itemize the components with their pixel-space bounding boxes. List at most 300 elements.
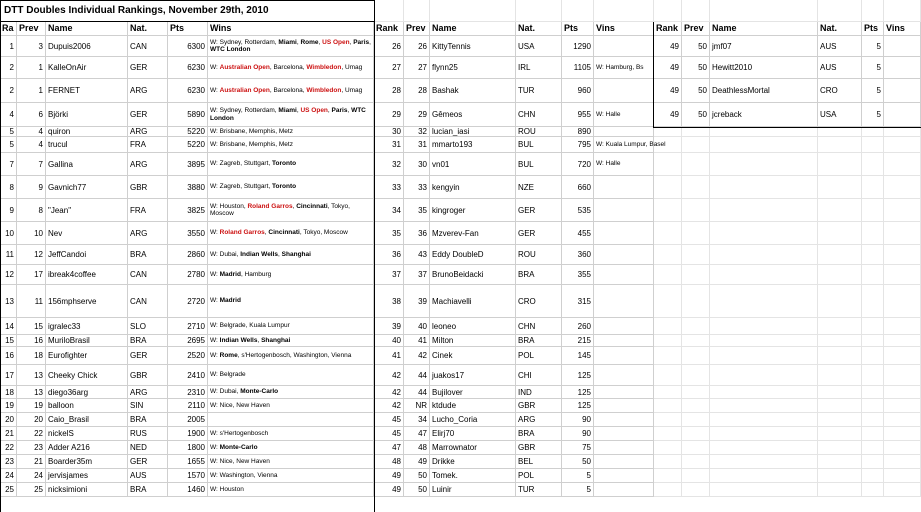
empty-cell xyxy=(818,222,862,245)
wins-segment: Toronto xyxy=(272,160,297,168)
header-pts: Pts xyxy=(168,22,208,36)
player-name: Dupuis2006 xyxy=(46,36,128,57)
title-border-top xyxy=(0,0,375,1)
pts-cell: 6300 xyxy=(168,36,208,57)
prev-cell: 7 xyxy=(17,153,46,176)
rank-cell: 2 xyxy=(0,57,17,79)
empty-cell xyxy=(654,455,682,469)
pts-cell: 960 xyxy=(562,79,594,103)
rank-cell: 2 xyxy=(0,79,17,103)
empty-cell xyxy=(654,153,682,176)
empty-cell xyxy=(710,335,818,347)
wins-cell xyxy=(208,365,374,386)
prev-cell: 8 xyxy=(17,199,46,222)
rank-cell: 15 xyxy=(0,335,17,347)
player-name: vn01 xyxy=(430,153,516,176)
empty-cell xyxy=(654,365,682,386)
wins-segment: W: Zagreb, Stuttgart, xyxy=(210,183,273,191)
empty-cell xyxy=(682,153,710,176)
wins-segment: W: xyxy=(210,336,220,344)
player-name: Tomek. xyxy=(430,469,516,483)
nat-cell: FRA xyxy=(128,137,168,153)
rank-cell: 21 xyxy=(0,427,17,441)
wins-cell xyxy=(594,222,654,245)
empty-cell xyxy=(710,176,818,199)
wins-segment: W: xyxy=(210,297,220,305)
empty-cell xyxy=(654,127,682,137)
empty-cell xyxy=(862,318,884,335)
pts-cell: 260 xyxy=(562,318,594,335)
empty-cell xyxy=(818,413,862,427)
empty-cell xyxy=(682,483,710,497)
pts-cell: 3550 xyxy=(168,222,208,245)
header-prev: Prev xyxy=(682,22,710,36)
pts-cell: 6230 xyxy=(168,79,208,103)
rank-cell: 40 xyxy=(374,335,404,347)
wins-cell xyxy=(208,127,374,137)
empty-cell xyxy=(654,245,682,265)
empty-cell xyxy=(710,455,818,469)
pts-cell: 90 xyxy=(562,427,594,441)
wins-text xyxy=(210,271,271,279)
wins-segment: , xyxy=(347,107,352,114)
wins-cell xyxy=(208,137,374,153)
empty-cell xyxy=(654,0,682,22)
prev-cell: 28 xyxy=(404,79,430,103)
rank-cell: 17 xyxy=(0,365,17,386)
nat-cell: GBR xyxy=(128,176,168,199)
prev-cell: 12 xyxy=(17,245,46,265)
pts-cell: 90 xyxy=(562,413,594,427)
nat-cell: GBR xyxy=(128,365,168,386)
prev-cell: 34 xyxy=(404,413,430,427)
rank-cell: 34 xyxy=(374,199,404,222)
player-name: nickelS xyxy=(46,427,128,441)
header-wins: Vins xyxy=(884,22,921,36)
prev-cell: 43 xyxy=(404,245,430,265)
rank-cell: 24 xyxy=(0,469,17,483)
nat-cell: USA xyxy=(516,36,562,57)
player-name: FERNET xyxy=(46,79,128,103)
wins-segment: W: Nice, New Haven xyxy=(210,457,270,465)
empty-cell xyxy=(862,427,884,441)
header-nat: Nat. xyxy=(128,22,168,36)
pts-cell: 5890 xyxy=(168,103,208,127)
nat-cell: ARG xyxy=(128,79,168,103)
wins-segment: W: Nice, New Haven xyxy=(210,401,270,409)
vins-cell xyxy=(884,103,921,127)
wins-cell xyxy=(594,469,654,483)
wins-text xyxy=(210,337,290,345)
empty-cell xyxy=(884,176,921,199)
wins-segment: W: Sydney, Rotterdam, xyxy=(210,107,279,114)
wins-cell xyxy=(208,441,374,455)
empty-cell xyxy=(710,245,818,265)
empty-cell xyxy=(654,335,682,347)
wins-cell xyxy=(594,386,654,399)
prev-cell: 44 xyxy=(404,386,430,399)
nat-cell: BRA xyxy=(516,427,562,441)
nat-cell: BUL xyxy=(516,153,562,176)
player-name: Bashak xyxy=(430,79,516,103)
empty-cell xyxy=(654,413,682,427)
player-name: BrunoBeidacki xyxy=(430,265,516,285)
rank-cell: 39 xyxy=(374,318,404,335)
nat-cell: CAN xyxy=(128,265,168,285)
player-name: Eddy DoubleD xyxy=(430,245,516,265)
player-name: Bujilover xyxy=(430,386,516,399)
block3-border-bottom xyxy=(653,127,921,128)
prev-cell: NR xyxy=(404,399,430,413)
wins-text xyxy=(210,203,371,218)
wins-segment: , Barcelona, xyxy=(269,63,307,71)
pts-cell: 215 xyxy=(562,335,594,347)
empty-cell xyxy=(404,0,430,22)
wins-text xyxy=(210,472,277,480)
empty-cell xyxy=(862,347,884,365)
rank-cell: 45 xyxy=(374,413,404,427)
nat-cell: ARG xyxy=(128,127,168,137)
prev-cell: 21 xyxy=(17,455,46,469)
empty-cell xyxy=(862,153,884,176)
pts-cell: 6230 xyxy=(168,57,208,79)
wins-segment: W: xyxy=(210,270,220,278)
empty-cell xyxy=(682,137,710,153)
wins-segment: Indian Wells xyxy=(240,250,279,258)
prev-cell: 6 xyxy=(17,103,46,127)
pts-cell: 2860 xyxy=(168,245,208,265)
empty-cell xyxy=(818,153,862,176)
wins-cell xyxy=(594,365,654,386)
empty-cell xyxy=(710,0,818,22)
wins-text xyxy=(210,183,296,191)
rank-cell: 18 xyxy=(0,386,17,399)
wins-cell xyxy=(208,176,374,199)
nat-cell: BEL xyxy=(516,455,562,469)
wins-cell xyxy=(208,318,374,335)
empty-cell xyxy=(710,469,818,483)
nat-cell: BRA xyxy=(128,335,168,347)
prev-cell: 50 xyxy=(404,483,430,497)
empty-cell xyxy=(654,199,682,222)
prev-cell: 16 xyxy=(17,335,46,347)
nat-cell: AUS xyxy=(128,469,168,483)
player-name: jmf07 xyxy=(710,36,818,57)
pts-cell: 1290 xyxy=(562,36,594,57)
empty-cell xyxy=(884,347,921,365)
empty-cell xyxy=(654,399,682,413)
rank-cell: 38 xyxy=(374,285,404,318)
player-name: Caio_Brasil xyxy=(46,413,128,427)
wins-text xyxy=(210,160,296,168)
player-name: Nev xyxy=(46,222,128,245)
wins-cell xyxy=(208,335,374,347)
nat-cell: SLO xyxy=(128,318,168,335)
pts-cell: 795 xyxy=(562,137,594,153)
wins-text xyxy=(210,402,270,410)
wins-segment: Shanghai xyxy=(281,250,311,258)
vins-cell xyxy=(884,57,921,79)
wins-segment: US Open xyxy=(322,38,350,46)
wins-text xyxy=(210,486,244,494)
rank-cell: 35 xyxy=(374,222,404,245)
nat-cell: GER xyxy=(128,103,168,127)
wins-cell xyxy=(594,285,654,318)
empty-cell xyxy=(374,0,404,22)
empty-cell xyxy=(818,176,862,199)
empty-cell xyxy=(710,365,818,386)
nat-cell: RUS xyxy=(128,427,168,441)
empty-cell xyxy=(862,127,884,137)
header-name: Name xyxy=(710,22,818,36)
pts-cell: 315 xyxy=(562,285,594,318)
wins-cell xyxy=(594,176,654,199)
player-name: balloon xyxy=(46,399,128,413)
wins-cell xyxy=(208,57,374,79)
player-name: Adder A216 xyxy=(46,441,128,455)
player-name: igralec33 xyxy=(46,318,128,335)
wins-text xyxy=(210,297,241,305)
wins-segment: W: xyxy=(210,443,220,451)
wins-segment: W: Sydney, Rotterdam, xyxy=(210,38,279,46)
empty-cell xyxy=(862,469,884,483)
empty-cell xyxy=(884,127,921,137)
wins-cell xyxy=(594,36,654,57)
rank-cell: 49 xyxy=(374,483,404,497)
player-name: Eurofighter xyxy=(46,347,128,365)
empty-cell xyxy=(710,427,818,441)
nat-cell: ARG xyxy=(128,386,168,399)
empty-cell xyxy=(682,455,710,469)
pts-cell: 2410 xyxy=(168,365,208,386)
empty-cell xyxy=(884,386,921,399)
pts-cell: 5 xyxy=(862,79,884,103)
wins-segment: Monte-Carlo xyxy=(240,388,279,396)
header-wins: Vins xyxy=(594,22,654,36)
header-pts: Pts xyxy=(862,22,884,36)
nat-cell: CHN xyxy=(516,318,562,335)
header-name: Name xyxy=(46,22,128,36)
player-name: ktdude xyxy=(430,399,516,413)
wins-cell xyxy=(594,347,654,365)
player-name: Elirj70 xyxy=(430,427,516,441)
nat-cell: ARG xyxy=(128,153,168,176)
wins-segment: W: Belgrade, Kuala Lumpur xyxy=(210,322,290,330)
prev-cell: 4 xyxy=(17,127,46,137)
nat-cell: GER xyxy=(128,347,168,365)
player-name: KalleOnAir xyxy=(46,57,128,79)
wins-cell xyxy=(208,36,374,57)
nat-cell: CAN xyxy=(128,285,168,318)
player-name: Cinek xyxy=(430,347,516,365)
empty-cell xyxy=(682,347,710,365)
wins-cell xyxy=(208,413,374,427)
wins-cell xyxy=(594,127,654,137)
block-divider xyxy=(374,0,375,512)
wins-segment: , xyxy=(327,107,332,114)
empty-cell xyxy=(818,0,862,22)
player-name: jervisjames xyxy=(46,469,128,483)
prev-cell: 36 xyxy=(404,222,430,245)
wins-cell xyxy=(208,222,374,245)
empty-cell xyxy=(862,455,884,469)
rank-cell: 28 xyxy=(374,79,404,103)
nat-cell: FRA xyxy=(128,199,168,222)
wins-cell xyxy=(208,79,374,103)
rank-cell: 37 xyxy=(374,265,404,285)
player-name: flynn25 xyxy=(430,57,516,79)
pts-cell: 1460 xyxy=(168,483,208,497)
wins-segment: , s'Hertogenbosch, Washington, Vienna xyxy=(237,351,352,359)
wins-segment: WTC London xyxy=(210,46,251,53)
rank-cell: 41 xyxy=(374,347,404,365)
wins-segment: W: xyxy=(210,229,220,237)
wins-cell xyxy=(208,469,374,483)
wins-cell xyxy=(594,455,654,469)
rank-cell: 49 xyxy=(654,79,682,103)
empty-cell xyxy=(884,441,921,455)
pts-cell: 455 xyxy=(562,222,594,245)
wins-text xyxy=(210,430,268,438)
prev-cell: 33 xyxy=(404,176,430,199)
wins-segment: , xyxy=(296,107,301,114)
empty-cell xyxy=(862,265,884,285)
wins-segment: W: xyxy=(210,351,220,359)
empty-cell xyxy=(862,365,884,386)
nat-cell: GBR xyxy=(516,399,562,413)
empty-cell xyxy=(710,483,818,497)
empty-cell xyxy=(862,483,884,497)
wins-segment: Miami xyxy=(278,38,297,46)
prev-cell: 1 xyxy=(17,57,46,79)
wins-text xyxy=(210,251,311,259)
wins-segment: Cincinnati xyxy=(296,202,328,210)
prev-cell: 11 xyxy=(17,285,46,318)
nat-cell: POL xyxy=(516,347,562,365)
empty-cell xyxy=(884,137,921,153)
player-name: Marrownator xyxy=(430,441,516,455)
rank-cell: 42 xyxy=(374,365,404,386)
empty-cell xyxy=(818,318,862,335)
wins-segment: W: Washington, Vienna xyxy=(210,471,278,479)
wins-segment: W: Belgrade xyxy=(210,371,246,379)
prev-cell: 49 xyxy=(404,455,430,469)
pts-cell: 5220 xyxy=(168,137,208,153)
empty-cell xyxy=(884,469,921,483)
nat-cell: GER xyxy=(128,455,168,469)
nat-cell: SIN xyxy=(128,399,168,413)
rank-cell: 48 xyxy=(374,455,404,469)
player-name: JeffCandoi xyxy=(46,245,128,265)
wins-text xyxy=(210,444,258,452)
wins-segment: Roland Garros xyxy=(219,229,265,237)
empty-cell xyxy=(562,0,594,22)
empty-cell xyxy=(862,222,884,245)
prev-cell: 26 xyxy=(404,36,430,57)
nat-cell: BRA xyxy=(128,245,168,265)
empty-cell xyxy=(818,365,862,386)
pts-cell: 3825 xyxy=(168,199,208,222)
header-prev: Prev xyxy=(404,22,430,36)
wins-cell xyxy=(594,199,654,222)
empty-cell xyxy=(710,265,818,285)
empty-cell xyxy=(682,427,710,441)
wins-text xyxy=(210,107,371,122)
nat-cell: IND xyxy=(516,386,562,399)
nat-cell: BRA xyxy=(516,265,562,285)
wins-cell: W: Hamburg, Bs xyxy=(594,57,654,79)
empty-cell xyxy=(710,127,818,137)
rank-cell: 13 xyxy=(0,285,17,318)
prev-cell: 32 xyxy=(404,127,430,137)
empty-cell xyxy=(682,199,710,222)
rank-cell: 49 xyxy=(654,103,682,127)
wins-segment: W: Dubai, xyxy=(210,250,241,258)
wins-segment: , xyxy=(292,202,297,210)
pts-cell: 360 xyxy=(562,245,594,265)
prev-cell: 1 xyxy=(17,79,46,103)
wins-segment: W: Houston, xyxy=(210,202,248,210)
wins-segment: Australian Open xyxy=(219,63,270,71)
pts-cell: 145 xyxy=(562,347,594,365)
player-name: Boarder35m xyxy=(46,455,128,469)
wins-cell xyxy=(208,399,374,413)
empty-cell xyxy=(430,0,516,22)
rank-cell: 49 xyxy=(654,36,682,57)
pts-cell: 75 xyxy=(562,441,594,455)
player-name: trucul xyxy=(46,137,128,153)
empty-cell xyxy=(682,335,710,347)
rank-cell: 30 xyxy=(374,127,404,137)
empty-cell xyxy=(818,483,862,497)
rank-cell: 25 xyxy=(0,483,17,497)
wins-cell xyxy=(208,427,374,441)
prev-cell: 24 xyxy=(17,469,46,483)
pts-cell: 1800 xyxy=(168,441,208,455)
player-name: diego36arg xyxy=(46,386,128,399)
wins-segment: , xyxy=(278,250,282,258)
pts-cell: 2110 xyxy=(168,399,208,413)
empty-cell xyxy=(818,386,862,399)
header-prev: Prev xyxy=(17,22,46,36)
player-name: ibreak4coffee xyxy=(46,265,128,285)
rank-cell: 8 xyxy=(0,176,17,199)
wins-segment: , Tokyo, Moscow xyxy=(299,229,348,237)
rank-cell: 27 xyxy=(374,57,404,79)
rank-cell: 29 xyxy=(374,103,404,127)
nat-cell: GBR xyxy=(516,441,562,455)
nat-cell: ROU xyxy=(516,127,562,137)
prev-cell: 39 xyxy=(404,285,430,318)
empty-cell xyxy=(884,483,921,497)
player-name: jcreback xyxy=(710,103,818,127)
empty-cell xyxy=(682,0,710,22)
empty-cell xyxy=(710,347,818,365)
wins-segment: Wimbledon xyxy=(306,63,342,71)
empty-cell xyxy=(818,399,862,413)
wins-text xyxy=(210,128,293,136)
wins-cell xyxy=(594,441,654,455)
player-name: Hewitt2010 xyxy=(710,57,818,79)
pts-cell: 2695 xyxy=(168,335,208,347)
wins-segment: Australian Open xyxy=(219,86,270,94)
wins-text xyxy=(210,87,362,95)
empty-cell xyxy=(654,347,682,365)
wins-segment: , xyxy=(369,38,371,46)
pts-cell: 2720 xyxy=(168,285,208,318)
empty-cell xyxy=(710,199,818,222)
nat-cell: CRO xyxy=(516,285,562,318)
